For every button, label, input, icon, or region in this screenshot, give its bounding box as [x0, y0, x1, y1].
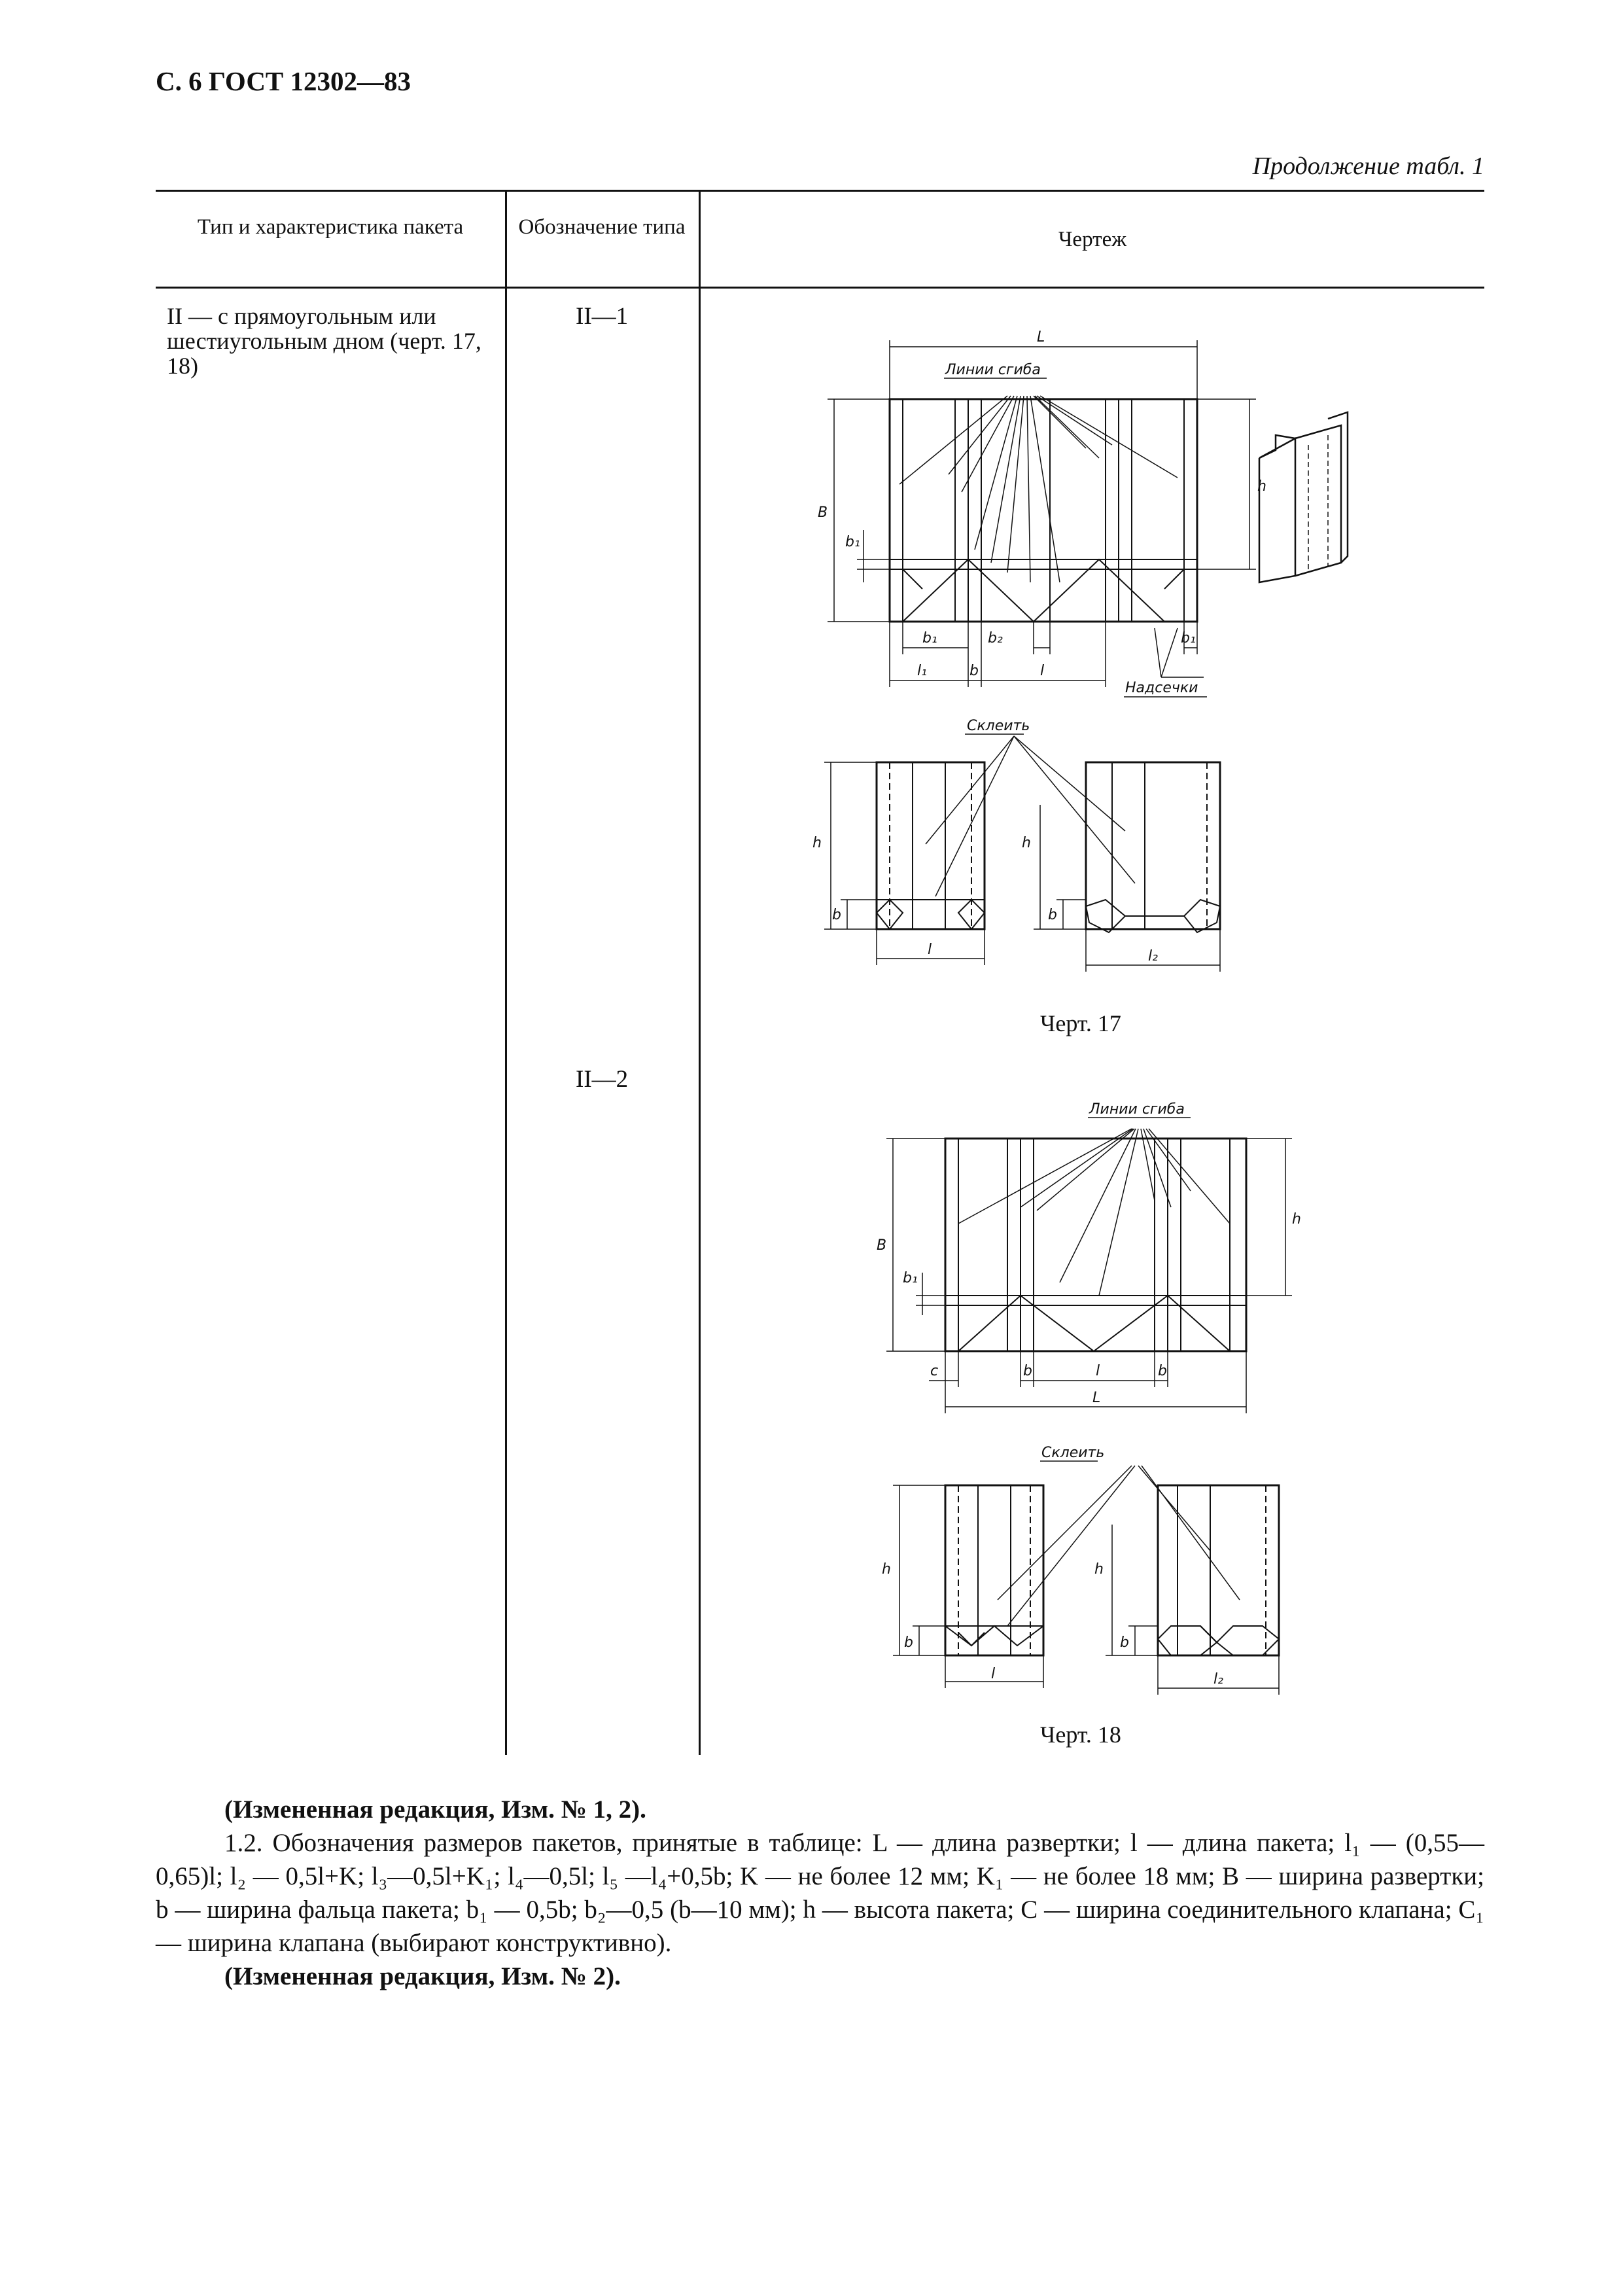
- table-col-divider-2: [699, 190, 701, 1755]
- caption-drawing-18: Черт. 18: [1040, 1722, 1121, 1748]
- revision-note-2: (Измененная редакция, Изм. № 2).: [224, 1962, 621, 1990]
- label-glue: Склеить: [1041, 1445, 1105, 1461]
- label-h-left: h: [882, 1561, 891, 1578]
- label-l: l: [928, 942, 932, 958]
- label-l: l: [1040, 663, 1045, 679]
- column-header-type: Тип и характеристика пакета: [197, 215, 464, 239]
- label-L: L: [1037, 329, 1045, 345]
- label-glue: Склеить: [967, 718, 1030, 734]
- type-description: II — с прямоугольным или шестиугольным дном (черт. 17, 18): [167, 303, 481, 379]
- label-b-left: b: [832, 907, 841, 923]
- label-b2: b₂: [988, 630, 1003, 646]
- label-fold-lines: Линии сгиба: [1089, 1101, 1185, 1118]
- designation-II-2: II—2: [576, 1066, 629, 1093]
- label-b: b: [969, 663, 979, 679]
- label-h-right: h: [1022, 835, 1031, 851]
- drawing-17-unfold: [772, 321, 1393, 713]
- label-h: h: [1257, 478, 1266, 495]
- label-l1: l₁: [917, 663, 927, 679]
- table-col-divider-1: [505, 190, 507, 1755]
- label-c: c: [930, 1363, 939, 1379]
- column-header-drawing: Чертеж: [1058, 228, 1127, 251]
- revision-note-1: (Измененная редакция, Изм. № 1, 2).: [224, 1795, 646, 1824]
- label-h-right: h: [1094, 1561, 1104, 1578]
- drawing-17-assembled: [798, 713, 1308, 995]
- label-b-left: b: [1023, 1363, 1032, 1379]
- label-b-right: b: [1120, 1634, 1129, 1651]
- paragraph-1-2: 1.2. Обозначения размеров пакетов, принятые в таблице: L — длина развертки; l — длина пакета; l₁ — (0,55—0,65)l; l₂ — 0,5l+K; l₃—0,5l+K₁; l₄—0,5l; l₅ —l₄+0,5b; K — не более 12 мм; K₁ — не более 18 мм; B — ширина развертки; b — ширина фальца пакета; b₁ — 0,5b; b₂—0,5 (b—10 мм); h — высота пакета; C — ширина соединительного клапана; C₁ — ширина клапана (выбирают конструктивно).: [156, 1829, 1484, 1957]
- label-h-left: h: [812, 835, 822, 851]
- table-continuation-label: Продолжение табл. 1: [1252, 152, 1484, 180]
- designation-II-1: II—1: [576, 303, 629, 330]
- page-header: С. 6 ГОСТ 12302—83: [156, 66, 411, 96]
- drawing-18-unfold: [864, 1086, 1321, 1433]
- label-l2: l₂: [1213, 1671, 1223, 1687]
- column-header-designation: Обозначение типа: [518, 215, 686, 239]
- label-b-right: b: [1158, 1363, 1167, 1379]
- label-l2: l₂: [1148, 948, 1158, 964]
- label-B: B: [877, 1237, 887, 1254]
- label-b-left: b: [904, 1634, 913, 1651]
- table-header-rule: [156, 287, 1484, 289]
- label-b1-right: b₁: [1181, 630, 1196, 646]
- label-h: h: [1292, 1211, 1301, 1227]
- label-b1-bottom: b₁: [922, 630, 937, 646]
- label-l: l: [1096, 1363, 1100, 1379]
- label-L: L: [1092, 1390, 1101, 1406]
- notes-section: [156, 1793, 1484, 1993]
- label-b1: b₁: [903, 1270, 918, 1286]
- caption-drawing-17: Черт. 17: [1040, 1010, 1121, 1036]
- label-fold-lines: Линии сгиба: [945, 362, 1041, 378]
- table-top-rule: [156, 190, 1484, 192]
- label-notches: Надсечки: [1125, 680, 1198, 696]
- label-l: l: [991, 1666, 996, 1682]
- label-B: B: [818, 504, 828, 521]
- label-b-right: b: [1048, 907, 1057, 923]
- label-b1-left: b₁: [845, 534, 860, 550]
- drawing-18-assembled: [870, 1436, 1328, 1711]
